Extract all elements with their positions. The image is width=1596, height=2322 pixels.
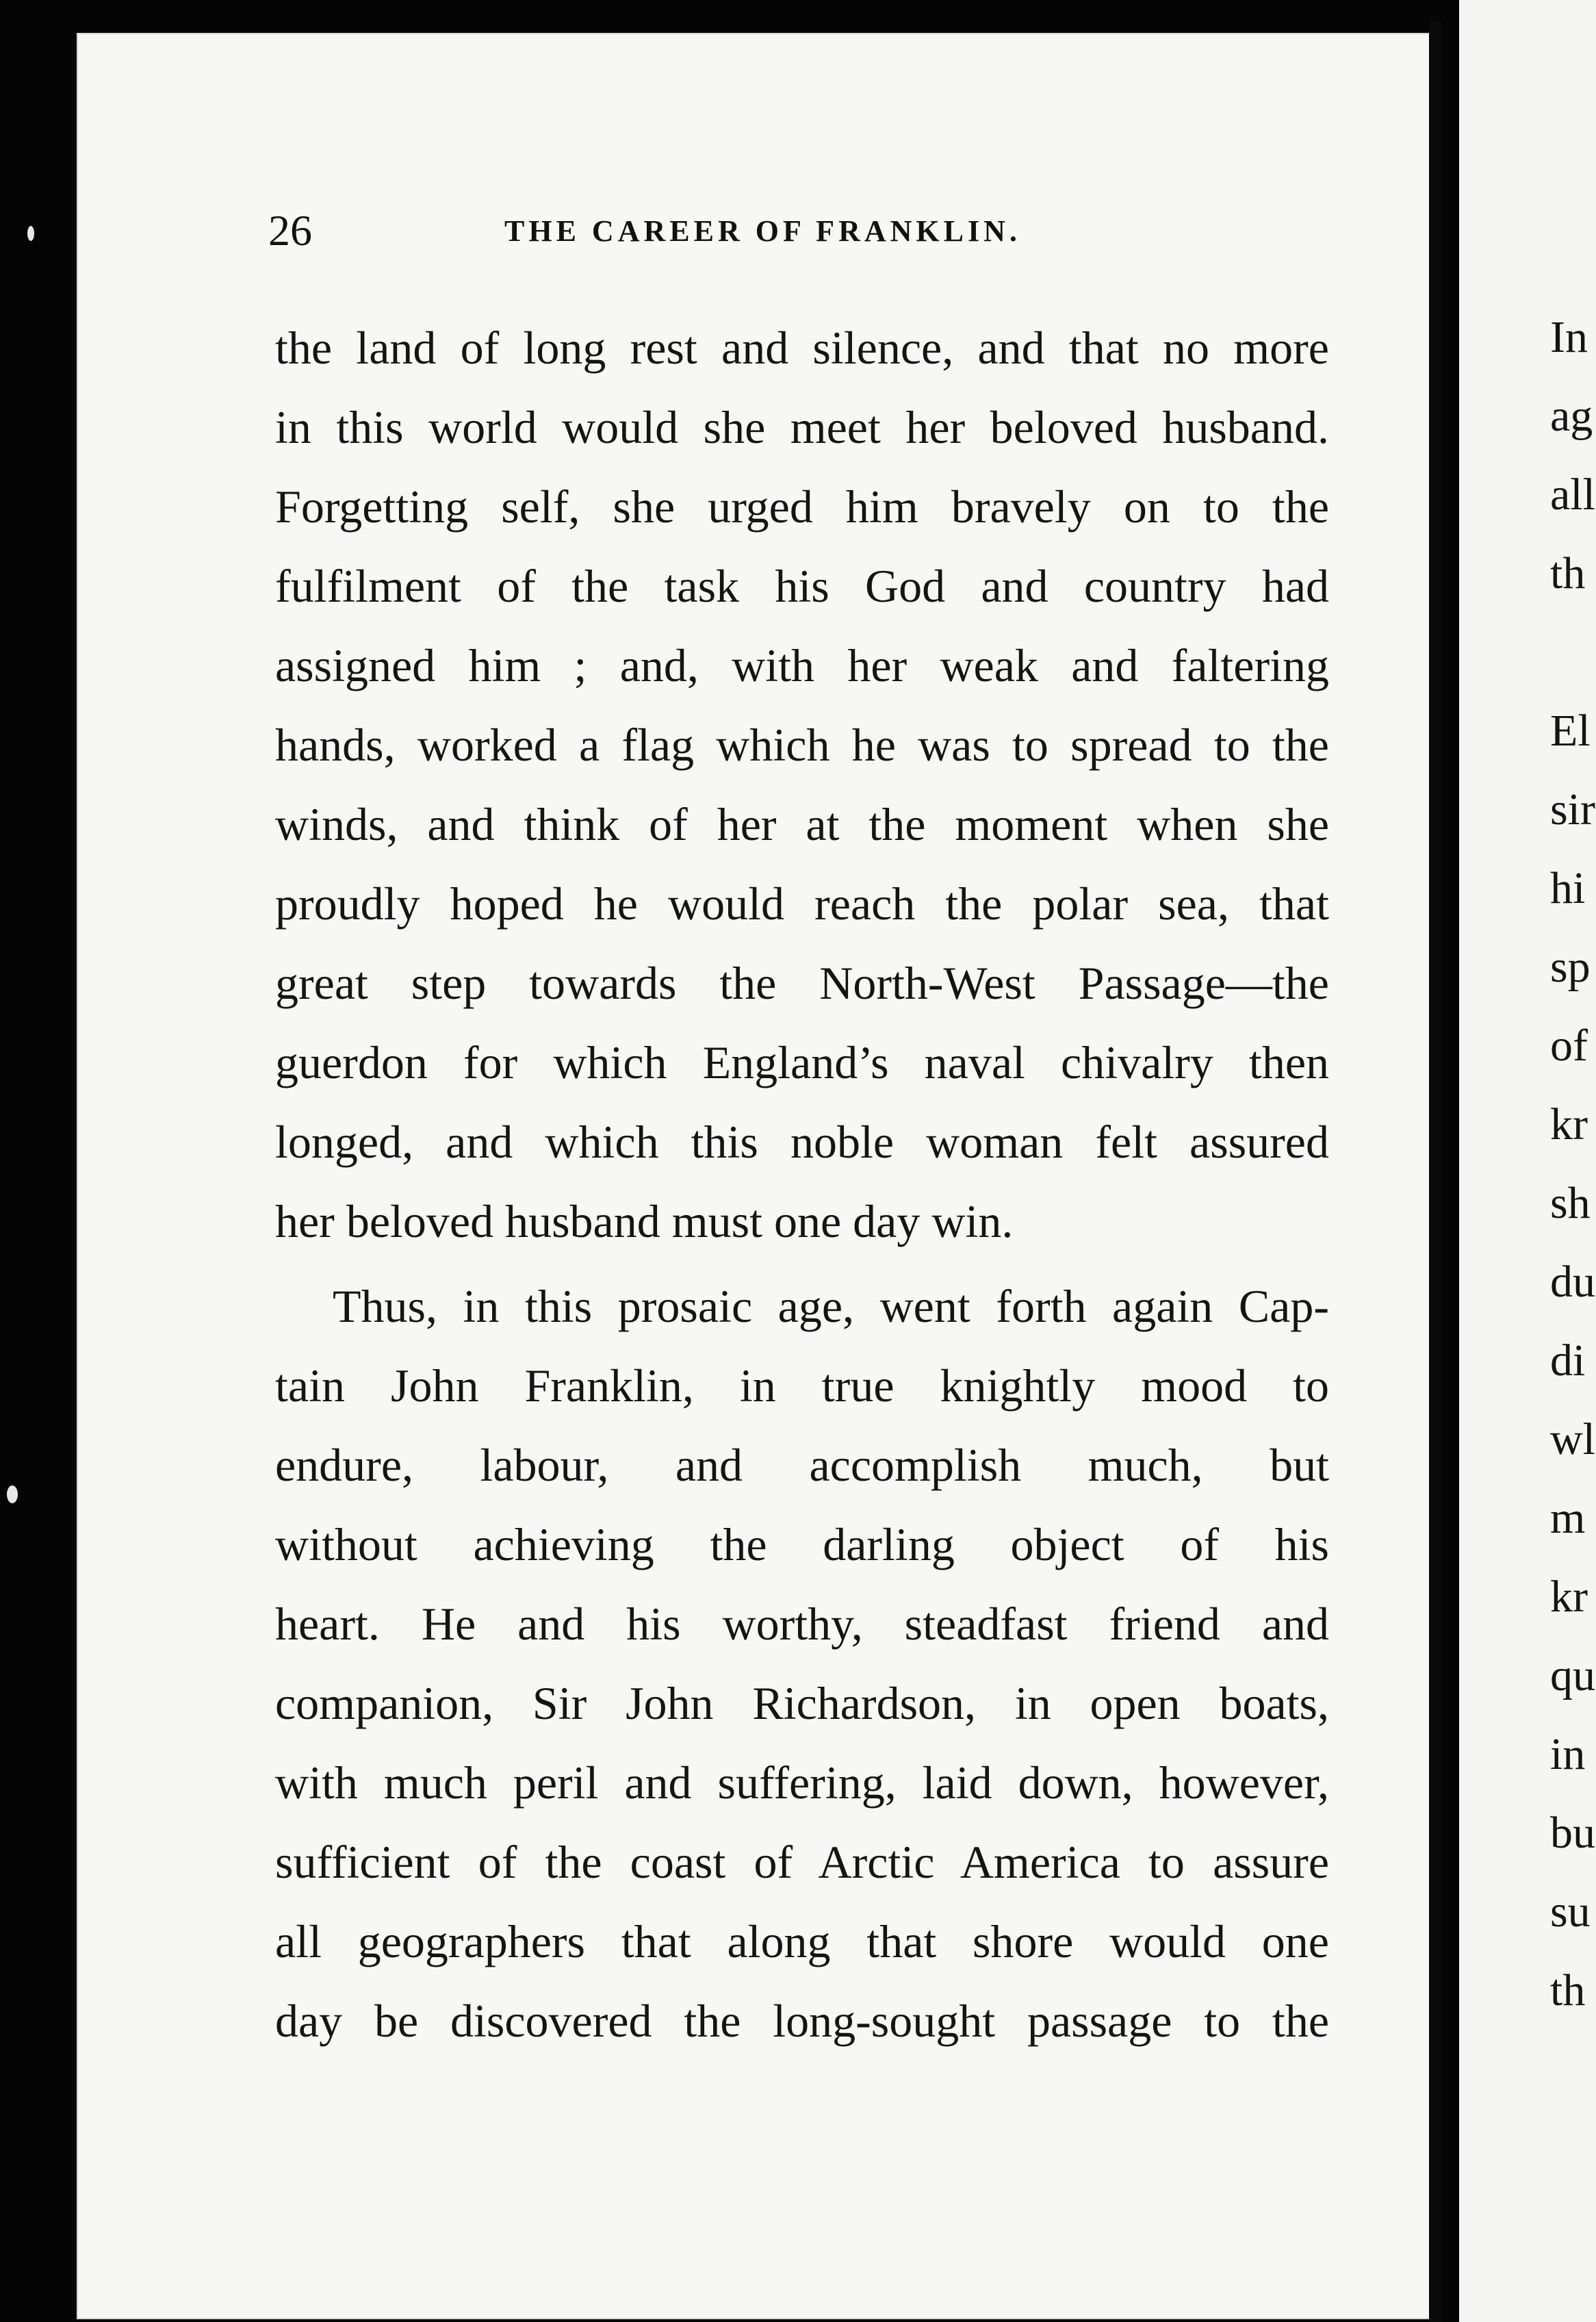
facing-fragment: du — [1550, 1257, 1595, 1307]
text-line: with much peril and suffering, laid down, however, — [275, 1757, 1329, 1809]
margin-speck — [27, 226, 34, 241]
margin-speck — [7, 1485, 18, 1503]
text-line: heart. He and his worthy, steadfast friend and — [275, 1598, 1329, 1650]
text-line: all geographers that along that shore would one — [275, 1915, 1329, 1967]
text-line: day be discovered the long-sought passage to the — [275, 1995, 1329, 2047]
text-line: in this world would she meet her beloved husband. — [275, 401, 1329, 453]
text-line: endure, labour, and accomplish much, but — [275, 1439, 1329, 1491]
text-line: longed, and which this noble woman felt assured — [275, 1116, 1329, 1168]
facing-fragment: in — [1550, 1729, 1586, 1779]
text-line: fulfilment of the task his God and country had — [275, 560, 1329, 612]
running-head — [268, 205, 1432, 267]
book-gutter — [1429, 21, 1441, 2322]
facing-fragment: In — [1550, 312, 1588, 362]
facing-fragment: sp — [1550, 942, 1591, 992]
facing-fragment: of — [1550, 1021, 1588, 1071]
facing-fragment: bu — [1550, 1808, 1595, 1858]
text-line: guerdon for which England’s naval chivalry then — [275, 1036, 1329, 1088]
facing-fragment: kr — [1550, 1099, 1588, 1149]
text-line: Thus, in this prosaic age, went forth again Cap- — [333, 1280, 1329, 1332]
facing-fragment: th — [1550, 548, 1586, 598]
facing-fragment: ag — [1550, 391, 1593, 441]
facing-fragment: kr — [1550, 1572, 1588, 1622]
text-line: her beloved husband must one day win. — [275, 1195, 1014, 1247]
text-line: without achieving the darling object of his — [275, 1518, 1329, 1570]
facing-fragment: sh — [1550, 1178, 1591, 1228]
text-line: winds, and think of her at the moment when she — [275, 798, 1329, 850]
facing-fragment: all — [1550, 470, 1595, 520]
facing-fragment: wl — [1550, 1414, 1595, 1464]
facing-fragment: hi — [1550, 863, 1586, 913]
facing-fragment: th — [1550, 1965, 1586, 2015]
text-line: proudly hoped he would reach the polar sea, that — [275, 878, 1329, 930]
facing-fragment: su — [1550, 1887, 1591, 1937]
facing-fragment: m — [1550, 1493, 1586, 1543]
text-line: sufficient of the coast of Arctic America to assure — [275, 1836, 1329, 1888]
facing-fragment: qu — [1550, 1650, 1595, 1700]
facing-fragment: di — [1550, 1336, 1586, 1386]
text-line: the land of long rest and silence, and that no more — [275, 322, 1329, 374]
text-line: assigned him ; and, with her weak and faltering — [275, 639, 1329, 691]
page-number: 26 — [268, 206, 312, 255]
running-title: THE CAREER OF FRANKLIN. — [504, 214, 1021, 248]
text-line: companion, Sir John Richardson, in open boats, — [275, 1677, 1329, 1729]
facing-fragment: El — [1550, 706, 1591, 756]
text-line: tain John Franklin, in true knightly mood to — [275, 1360, 1329, 1412]
facing-fragment: sir — [1550, 784, 1595, 834]
text-line: hands, worked a flag which he was to spread to the — [275, 719, 1329, 771]
text-line: great step towards the North-West Passage—the — [275, 957, 1329, 1009]
text-line: Forgetting self, she urged him bravely on to the — [275, 481, 1329, 533]
